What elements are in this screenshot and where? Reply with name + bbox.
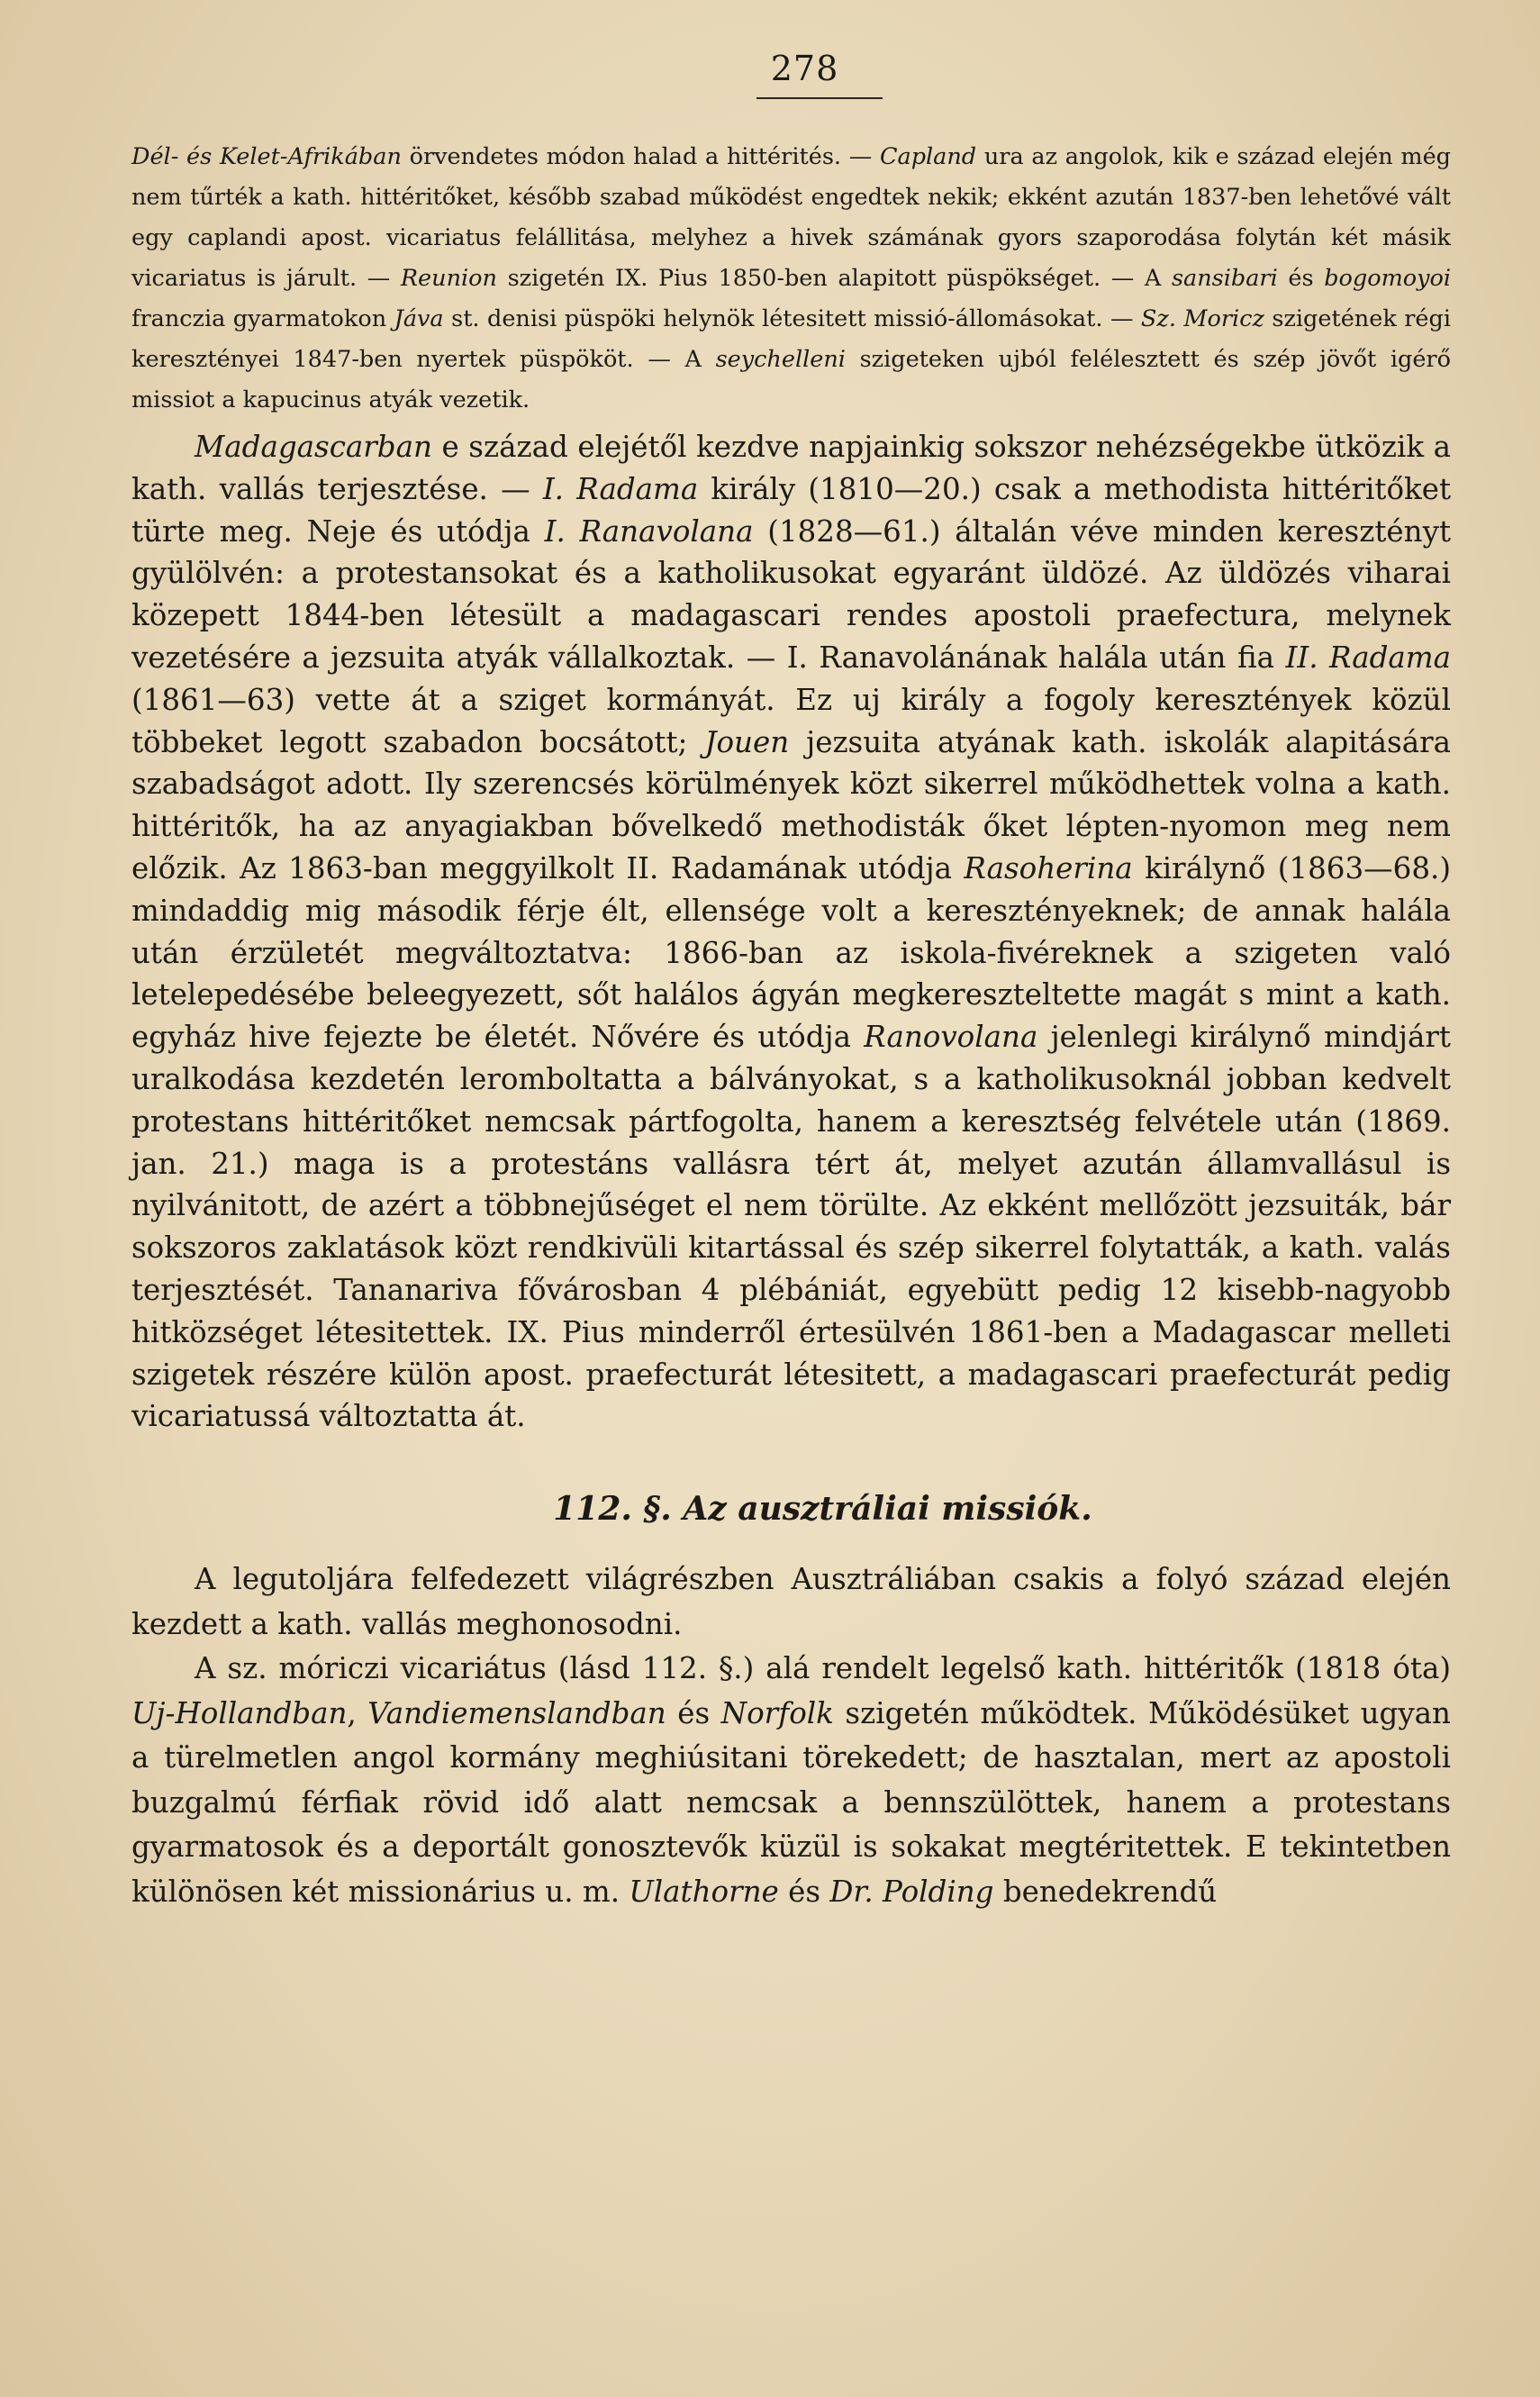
- madagascar-text-4: (1861—63) vette át a sziget kormányát. Ez uj király a fogoly keresztények közül többeket legott szabadon bocsátott;: [131, 682, 1451, 759]
- australia-text-6: benedekrendű: [993, 1874, 1218, 1909]
- madagascar-paragraph: [131, 426, 1451, 1438]
- term-reunion: Reunion: [400, 265, 497, 292]
- term-dr-polding: Dr. Polding: [829, 1874, 994, 1909]
- madagascar-text-2: király (1810—20.) csak a methodista hittéritőket türte meg. Neje és utódja: [131, 471, 1452, 549]
- section-heading: 112. §. Az ausztráliai missiók.: [553, 1490, 1092, 1529]
- madagascar-block: [131, 426, 1451, 1438]
- term-uj-hollandban: Uj-Hollandban: [131, 1695, 348, 1730]
- term-radama-ii: II. Radama: [1285, 640, 1451, 675]
- madagascar-text-7: jelenlegi királynő mindjárt uralkodása kezdetén leromboltatta a bálványokat, s a katholikusoknál jobban kedvelt protestans hittéritőket nemcsak pártfogolta, hanem a keresztség felvétele után (1869. jan. 21.) maga is a protestáns vallásra tért át, melyet azután államvallásul is nyilvánitott, de azért a többnejűséget el nem törülte. Az ekként mellőzött jezsuiták, bár sokszoros zaklatások közt rendkivüli kitartással és szép sikerrel folytatták, a kath. valás terjesztését. Tananariva fővárosban 4 plébániát, egyebütt pedig 12 kisebb-nagyobb hitközséget létesitettek. IX. Pius minderről értesülvén 1861-ben a Madagascar melleti szigetek részére külön apost. praefecturát létesitett, a madagascari praefecturát pedig vicariatussá változtatta át.: [131, 1020, 1451, 1434]
- term-java: Jáva: [394, 305, 444, 332]
- africa-text-6: st. denisi püspöki helynök létesitett missió-állomásokat. —: [443, 305, 1141, 332]
- term-ranavolana: I. Ranavolana: [544, 513, 754, 549]
- madagascar-text-5: jezsuita atyának kath. iskolák alapitására szabadságot adott. Ily szerencsés körülmények közt sikerrel működhettek volna a kath. hittéritők, ha az anyagiakban bővelkedő methodisták őket lépten-nyomon meg nem előzik. Az 1863-ban meggyilkolt II. Radamának utódja: [131, 724, 1451, 885]
- africa-text-4: és: [1277, 265, 1325, 292]
- term-del-es-kelet-afrikaban: Dél- és Kelet-Afrikában: [131, 143, 402, 170]
- madagascar-text-6: királynő (1863—68.) mindaddig mig második férje élt, ellensége volt a keresztényeknek; de annak halála után érzületét megváltoztatva: 1866-ban az iskola-fivéreknek a szigeten való letelepedésébe beleegyezett, sőt halálos ágyán megkereszteltette magát s mint a kath. egyház hive fejezte be életét. Nővére és utódja: [131, 850, 1452, 1055]
- term-capland: Capland: [879, 143, 977, 170]
- australia-text-2: ,: [347, 1695, 368, 1730]
- australia-text-3: és: [666, 1695, 721, 1730]
- australia-text-5: és: [778, 1874, 830, 1909]
- australia-paragraph-1: A legutoljára felfedezett világrészben Ausztráliában csakis a folyó század elején kezdett a kath. vallás meghonosodni.: [131, 1562, 1451, 1641]
- term-ranovolana: Ranovolana: [864, 1020, 1038, 1055]
- small-print-block: [131, 137, 1451, 421]
- term-rasoherina: Rasoherina: [964, 850, 1133, 885]
- australia-text-4: szigetén működtek. Működésüket ugyan a türelmetlen angol kormány meghiúsitani törekedett; de hasztalan, mert az apostoli buzgalmú férfiak rövid idő alatt nemcsak a bennszülöttek, hanem a protestans gyarmatosok és a deportált gonosztevők küzül is sokakat megtéritettek. E tekintetben különösen két missionárius u. m.: [131, 1695, 1451, 1909]
- term-bogomoyoi: bogomoyoi: [1324, 265, 1452, 292]
- header-rule: [756, 97, 883, 99]
- madagascar-text-3: (1828—61.) általán véve minden keresztényt gyülölvén: a protestansokat és a katholikusokat egyaránt üldözé. Az üldözés viharai közepett 1844-ben létesült a madagascari rendes apostoli praefectura, melynek vezetésére a jezsuita atyák vállalkoztak. — I. Ranavolánának halála után fia: [131, 513, 1451, 675]
- term-seychelleni: seychelleni: [715, 346, 846, 373]
- page-number: 278: [770, 49, 839, 88]
- term-norfolk: Norfolk: [720, 1695, 834, 1730]
- term-vandiemenslandban: Vandiemenslandban: [367, 1695, 666, 1730]
- term-sz-moricz: Sz. Moricz: [1140, 305, 1264, 332]
- term-jouen: Jouen: [704, 724, 790, 759]
- term-radama-i: I. Radama: [542, 471, 699, 506]
- africa-paragraph: [131, 137, 1451, 421]
- madagascar-text-1: e század elejétől kezdve napjainkig sokszor nehézségekbe ütközik a kath. vallás terjesztése. —: [131, 430, 1451, 506]
- australia-block: [131, 1557, 1451, 1914]
- africa-text-7: szigetének régi keresztényei 1847-ben nyertek püspököt. — A: [131, 305, 1451, 373]
- australia-text-1: A sz. móriczi vicariátus (lásd 112. §.) alá rendelt legelső kath. hittéritők (1818 óta): [195, 1651, 1451, 1686]
- africa-text-8: szigeteken ujból felélesztett és szép jövőt igérő missiot a kapucinus atyák vezetik.: [131, 346, 1451, 413]
- australia-paragraph-2: [131, 1647, 1451, 1914]
- africa-text-2: ura az angolok, kik e század elején még nem tűrték a kath. hittéritőket, később szabad működést engedtek nekik; ekként azután 1837-ben lehetővé vált egy caplandi apost. vicariatus felállitása, melyhez a hivek számának gyors szaporodása folytán két másik vicariatus is járult. —: [131, 143, 1451, 292]
- africa-text-5: franczia gyarmatokon: [131, 305, 394, 332]
- africa-text-3: szigetén IX. Pius 1850-ben alapitott püspökséget. — A: [496, 265, 1172, 292]
- term-ulathorne: Ulathorne: [629, 1874, 779, 1909]
- africa-text-1: örvendetes módon halad a hittérités. —: [401, 143, 880, 170]
- term-madagascarban: Madagascarban: [195, 430, 432, 464]
- term-sansibari: sansibari: [1171, 265, 1278, 292]
- page-header: [159, 47, 1451, 99]
